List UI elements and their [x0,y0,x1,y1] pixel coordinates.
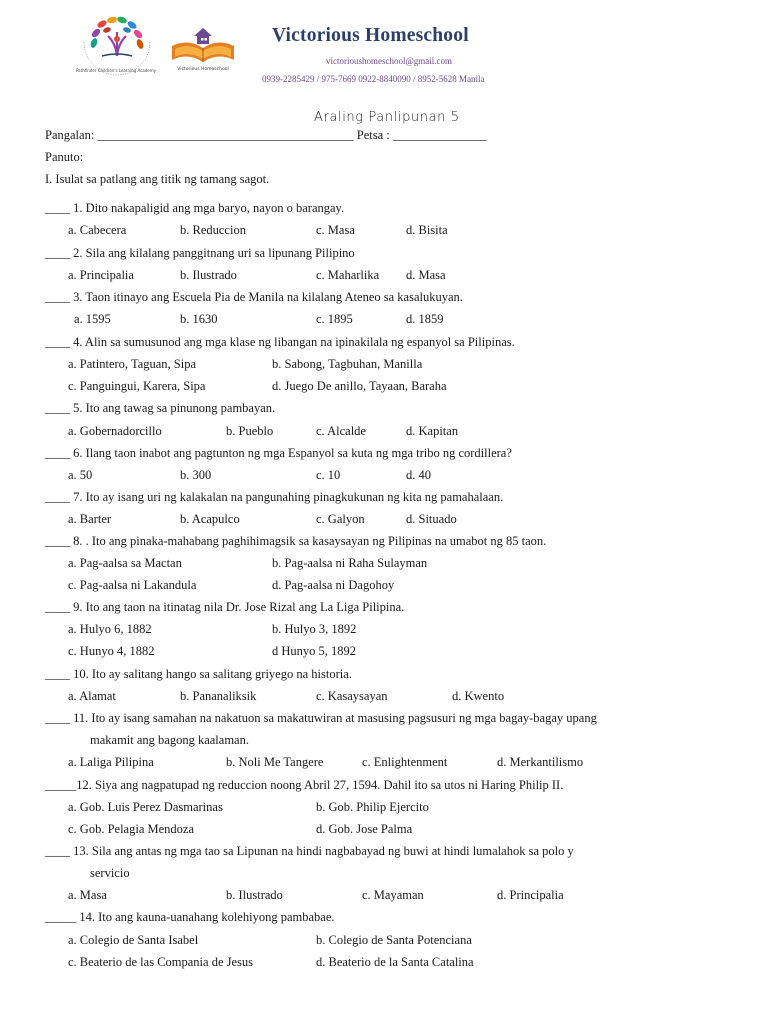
question-12: _____12. Siya ang nagpatupad ng reduccion noong Abril 27, 1594. Dahil ito sa utos ni Haring Philip II. [45,778,564,792]
question-1: ____ 1. Dito nakapaligid ang mga baryo, nayon o barangay. [45,201,345,215]
question-2: ____ 2. Sila ang kilalang panggitnang uri sa lipunang Pilipino [45,246,355,260]
question-8: ____ 8. . Ito ang pinaka-mahabang paghihimagsik sa kasaysayan ng Pilipinas na umabot ng 85 taon. [45,534,547,548]
question-10: ____ 10. Ito ay salitang hango sa salitang griyego na historia. [45,667,352,681]
question-13-continued: servicio [90,866,130,880]
question-7: ____ 7. Ito ay isang uri ng kalakalan na pangunahing pinagkukunan ng kita ng pamahalaan. [45,490,504,504]
q6-option-c: c. 10 [316,468,341,482]
question-9: ____ 9. Ito ang taon na itinatag nila Dr. Jose Rizal ang La Liga Pilipina. [45,600,405,614]
pathfinder-logo-text: Pathfinder Children's Learning Academy [75,68,157,73]
q7-option-d: d. Situado [406,512,457,526]
subject-title: Araling Panlipunan 5 [314,110,460,125]
q1-option-b: b. Reduccion [180,223,246,237]
q12-option-d: d. Gob. Jose Palma [316,822,413,836]
q9-option-b: b. Hulyo 3, 1892 [272,622,357,636]
q10-option-a: a. Alamat [68,689,116,703]
q8-option-b: b. Pag-aalsa ni Raha Sulayman [272,556,428,570]
q3-option-a: a. 1595 [74,312,111,326]
q10-option-d: d. Kwento [452,689,505,703]
q14-option-b: b. Colegio de Santa Potenciana [316,933,472,947]
instruction-text: I. Isulat sa patlang ang titik ng tamang sagot. [45,172,270,186]
q4-option-b: b. Sabong, Tagbuhan, Manilla [272,357,423,371]
victorious-homeschool-logo [166,24,240,74]
q2-option-a: a. Principalia [68,268,134,282]
q6-option-b: b. 300 [180,468,212,482]
q13-option-a: a. Masa [68,888,107,902]
school-email: victorioushomeschool@gmail.com [326,56,453,66]
q13-option-d: d. Principalia [497,888,564,902]
q7-option-c: c. Galyon [316,512,365,526]
q4-option-d: d. Juego De anillo, Tayaan, Baraha [272,379,447,393]
q5-option-a: a. Gobernadorcillo [68,424,162,438]
q4-option-a: a. Patintero, Taguan, Sipa [68,357,197,371]
q11-option-c: c. Enlightenment [362,755,448,769]
question-3: ____ 3. Taon itinayo ang Escuela Pia de Manila na kilalang Ateneo sa kasalukuyan. [45,290,463,304]
question-14: _____ 14. Ito ang kauna-uanahang kolehiyong pambabae. [45,910,335,924]
q3-option-c: c. 1895 [316,312,353,326]
school-phones: 0939-2285429 / 975-7669 0922-8840090 / 8952-5628 Manila [262,74,485,84]
q7-option-b: b. Acapulco [180,512,240,526]
q11-option-d: d. Merkantilismo [497,755,584,769]
q12-option-b: b. Gob. Philip Ejercito [316,800,429,814]
question-5: ____ 5. Ito ang tawag sa pinunong pambayan. [45,401,276,415]
q1-option-d: d. Bisita [406,223,448,237]
q1-option-c: c. Masa [316,223,355,237]
q12-option-a: a. Gob. Luis Perez Dasmarinas [68,800,223,814]
q14-option-a: a. Colegio de Santa Isabel [68,933,199,947]
q13-option-c: c. Mayaman [362,888,424,902]
q2-option-b: b. Ilustrado [180,268,237,282]
q5-option-d: d. Kapitan [406,424,459,438]
school-name: Victorious Homeschool [272,25,469,46]
q10-option-c: c. Kasaysayan [316,689,388,703]
q1-option-a: a. Cabecera [68,223,127,237]
q5-option-b: b. Pueblo [226,424,274,438]
panuto-label: Panuto: [45,150,84,164]
q11-option-a: a. Laliga Pilipina [68,755,154,769]
q8-option-a: a. Pag-aalsa sa Mactan [68,556,182,570]
q2-option-d: d. Masa [406,268,446,282]
q9-option-c: c. Hunyo 4, 1882 [68,644,155,658]
name-date-line: Pangalan: _________________________________________ Petsa : _______________ [45,128,487,142]
q14-option-d: d. Beaterio de la Santa Catalina [316,955,474,969]
q3-option-b: b. 1630 [180,312,218,326]
q6-option-a: a. 50 [68,468,93,482]
question-11: ____ 11. Ito ay isang samahan na nakatuon sa makatuwiran at masusing pagsusuri ng mga bagay-bagay upang [45,711,597,725]
pathfinder-logo [72,12,160,78]
q12-option-c: c. Gob. Pelagia Mendoza [68,822,195,836]
q7-option-a: a. Barter [68,512,112,526]
q6-option-d: d. 40 [406,468,431,482]
q3-option-d: d. 1859 [406,312,444,326]
question-4: ____ 4. Alin sa sumusunod ang mga klase ng libangan na ipinakilala ng espanyol sa Pilipinas. [45,335,515,349]
question-13: ____ 13. Sila ang antas ng mga tao sa Lipunan na hindi nagbabayad ng buwi at hindi lumalahok sa polo y [45,844,574,858]
victorious-logo-text: Victorious Homeschool [177,67,229,72]
q11-option-b: b. Noli Me Tangere [226,755,324,769]
q5-option-c: c. Alcalde [316,424,366,438]
question-11-continued: makamit ang bagong kaalaman. [90,733,249,747]
q9-option-a: a. Hulyo 6, 1882 [68,622,152,636]
q8-option-d: d. Pag-aalsa ni Dagohoy [272,578,395,592]
q14-option-c: c. Beaterio de las Compania de Jesus [68,955,254,969]
q13-option-b: b. Ilustrado [226,888,283,902]
q8-option-c: c. Pag-aalsa ni Lakandula [68,578,197,592]
q10-option-b: b. Pananaliksik [180,689,257,703]
question-6: ____ 6. Ilang taon inabot ang pagtunton ng mga Espanyol sa kuta ng mga tribo ng cordillera? [45,446,512,460]
q2-option-c: c. Maharlika [316,268,380,282]
q4-option-c: c. Panguingui, Karera, Sipa [68,379,206,393]
q9-option-d: d Hunyo 5, 1892 [272,644,357,658]
